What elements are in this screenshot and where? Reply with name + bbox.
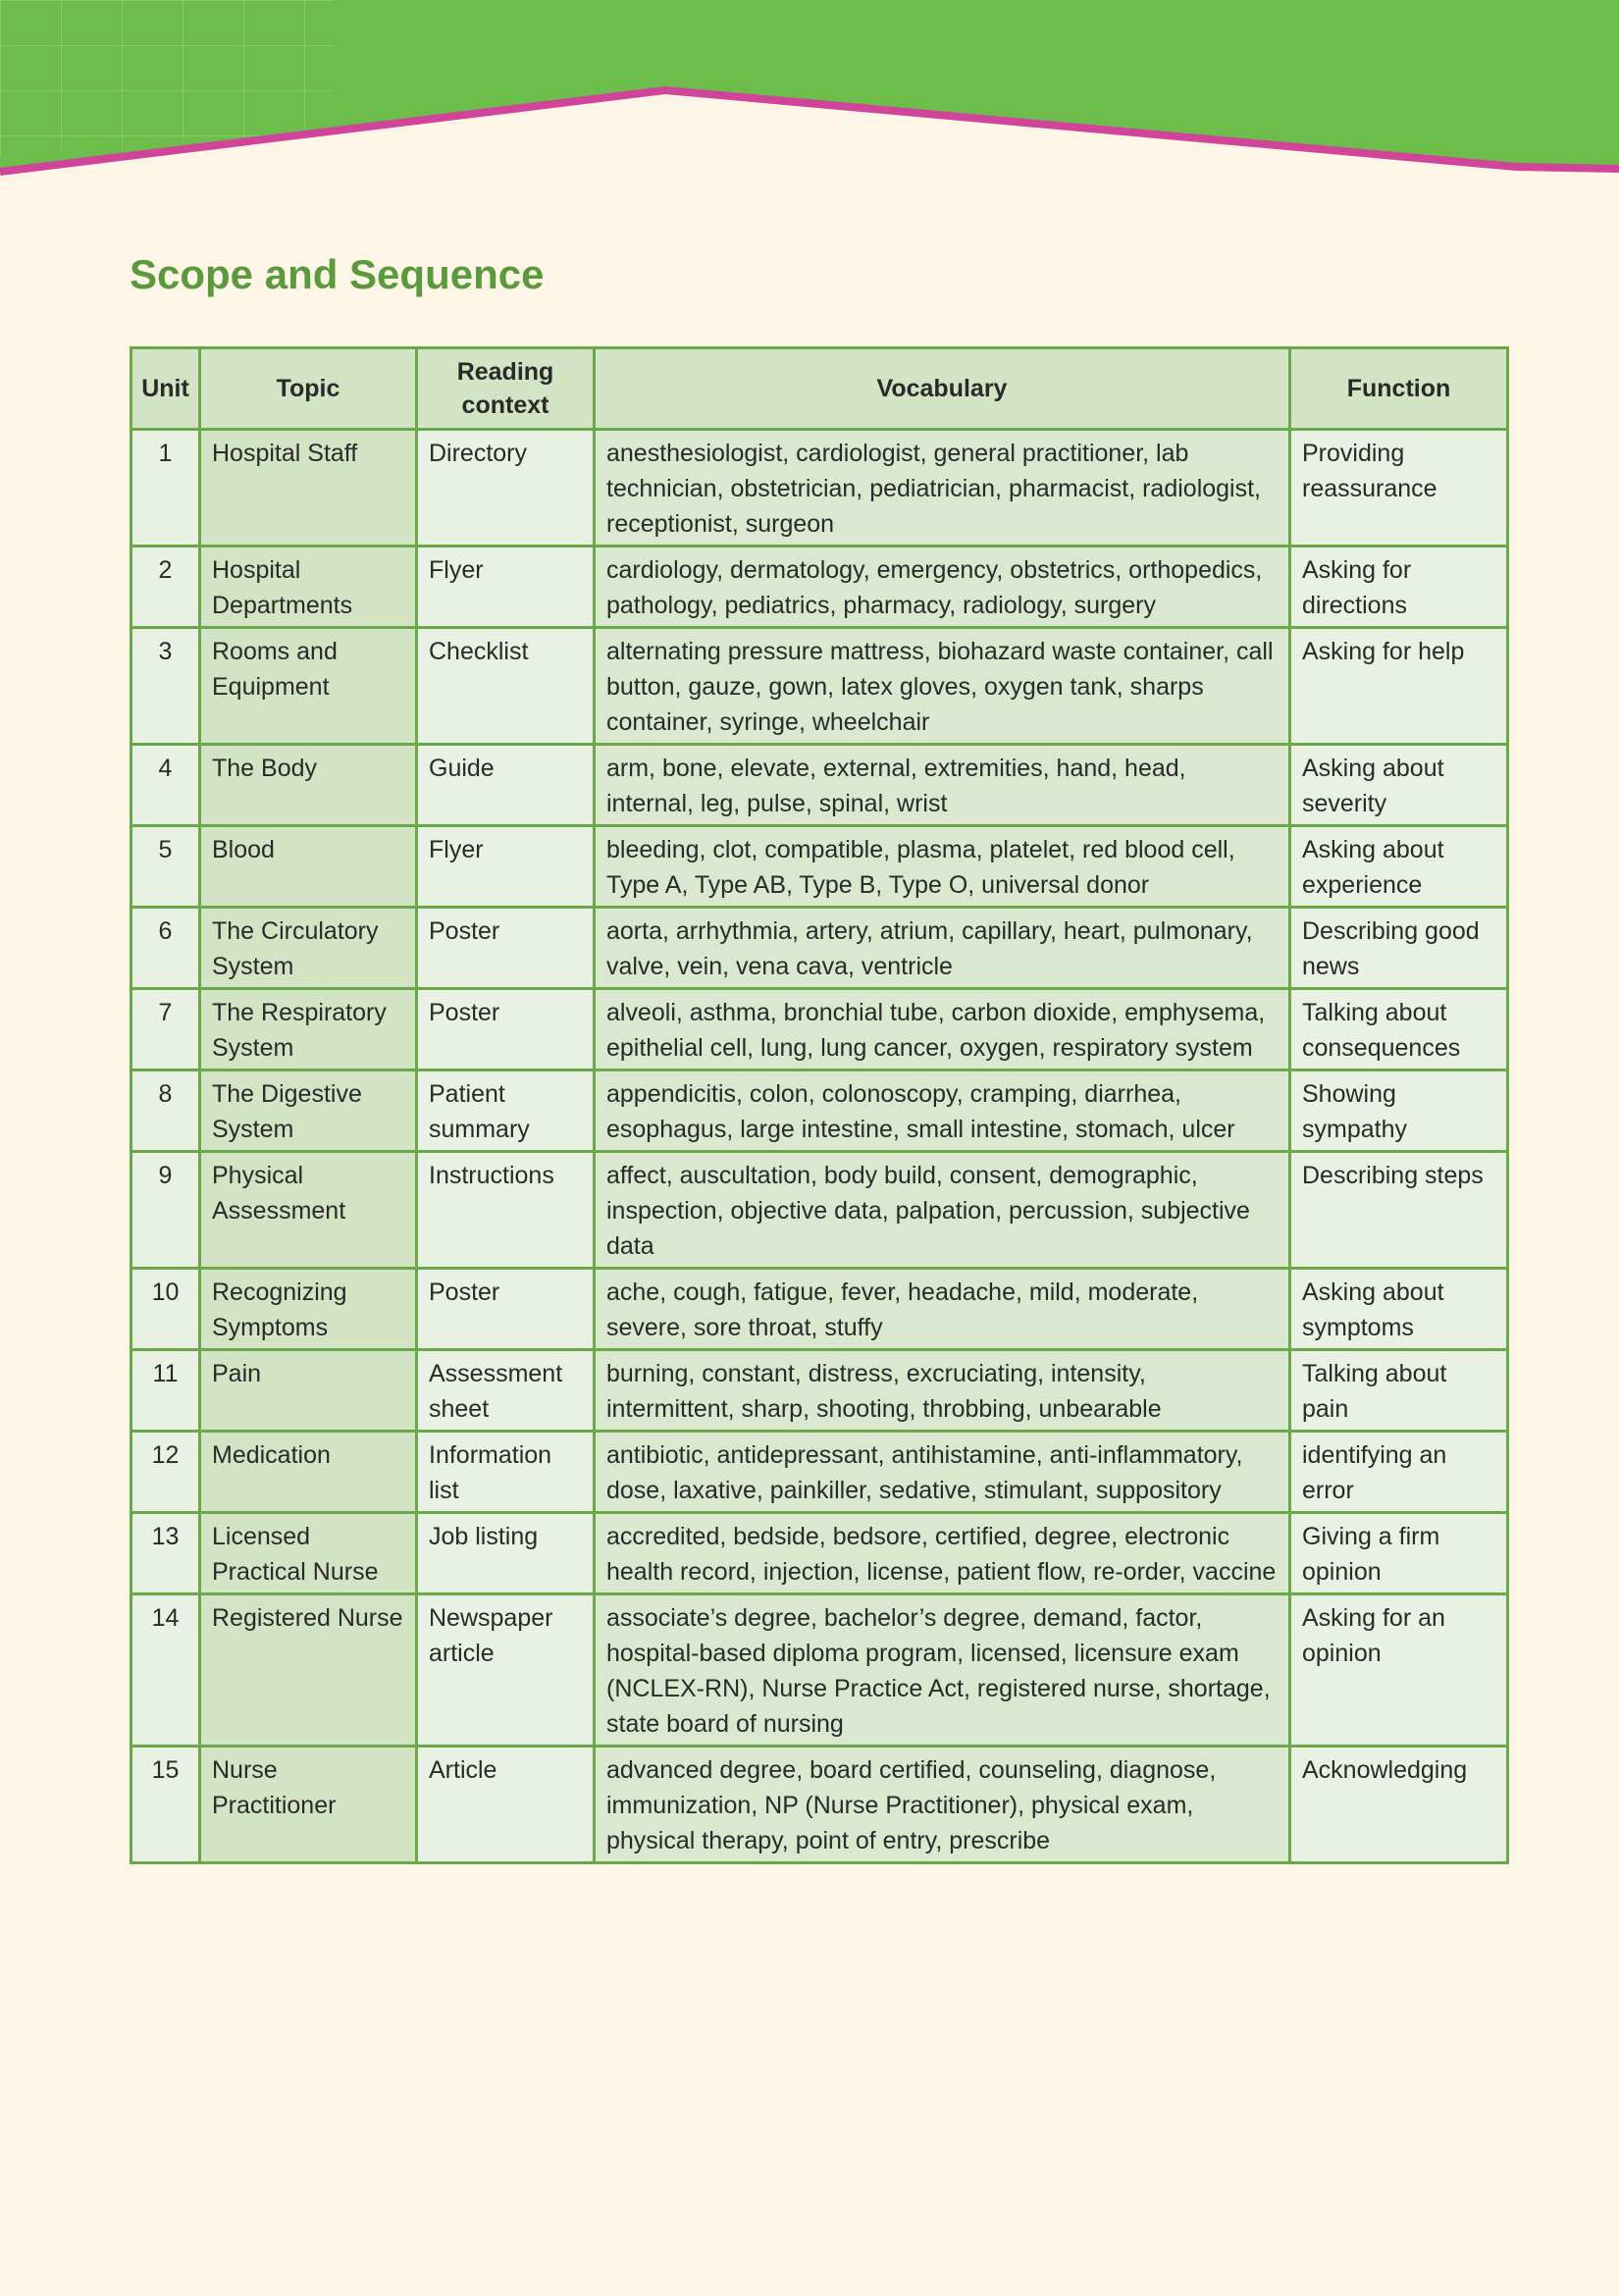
table-row [131, 1070, 1508, 1152]
unit-number: 7 [131, 989, 200, 1070]
topic-cell: Pain [200, 1350, 417, 1432]
unit-number: 3 [131, 628, 200, 745]
table-row [131, 1747, 1508, 1863]
vocabulary-cell: ache, cough, fatigue, fever, headache, mild, moderate, severe, sore throat, stuffy [595, 1269, 1290, 1350]
vocabulary-cell: alternating pressure mattress, biohazard waste container, call button, gauze, gown, latex gloves, oxygen tank, sharps container, syringe, wheelchair [595, 628, 1290, 745]
reading-context-cell: Flyer [417, 826, 595, 908]
vocabulary-cell: affect, auscultation, body build, consent, demographic, inspection, objective data, palpation, percussion, subjective data [595, 1152, 1290, 1269]
vocabulary-cell: alveoli, asthma, bronchial tube, carbon dioxide, emphysema, epithelial cell, lung, lung cancer, oxygen, respiratory system [595, 989, 1290, 1070]
table-row [131, 1269, 1508, 1350]
function-cell: Showing sympathy [1290, 1070, 1508, 1152]
topic-cell: Recognizing Symptoms [200, 1269, 417, 1350]
reading-context-cell: Instructions [417, 1152, 595, 1269]
vocabulary-cell: accredited, bedside, bedsore, certified, degree, electronic health record, injection, license, patient flow, re-order, vaccine [595, 1513, 1290, 1594]
reading-context-cell: Poster [417, 1269, 595, 1350]
topic-cell: The Body [200, 745, 417, 826]
unit-number: 2 [131, 547, 200, 628]
reading-context-cell: Patient summary [417, 1070, 595, 1152]
topic-cell: Medication [200, 1432, 417, 1513]
vocabulary-cell: anesthesiologist, cardiologist, general practitioner, lab technician, obstetrician, pediatrician, pharmacist, radiologist, receptionist, surgeon [595, 430, 1290, 547]
table-row [131, 628, 1508, 745]
reading-context-cell: Poster [417, 989, 595, 1070]
vocabulary-cell: antibiotic, antidepressant, antihistamine, anti-inflammatory, dose, laxative, painkiller, sedative, stimulant, suppository [595, 1432, 1290, 1513]
vocabulary-cell: cardiology, dermatology, emergency, obstetrics, orthopedics, pathology, pediatrics, pharmacy, radiology, surgery [595, 547, 1290, 628]
table-row [131, 989, 1508, 1070]
header-unit: Unit [131, 348, 200, 430]
header-topic: Topic [200, 348, 417, 430]
unit-number: 9 [131, 1152, 200, 1269]
vocabulary-cell: associate’s degree, bachelor’s degree, demand, factor, hospital-based diploma program, licensed, licensure exam (NCLEX-RN), Nurse Practice Act, registered nurse, shortage, state board of nursing [595, 1594, 1290, 1747]
function-cell: Asking for an opinion [1290, 1594, 1508, 1747]
page-title: Scope and Sequence [130, 251, 545, 297]
topic-cell: Nurse Practitioner [200, 1747, 417, 1863]
table-row [131, 1432, 1508, 1513]
unit-number: 6 [131, 908, 200, 989]
function-cell: Talking about pain [1290, 1350, 1508, 1432]
function-cell: Asking about experience [1290, 826, 1508, 908]
unit-number: 4 [131, 745, 200, 826]
table-row [131, 1152, 1508, 1269]
topic-cell: Hospital Departments [200, 547, 417, 628]
topic-cell: The Digestive System [200, 1070, 417, 1152]
topic-cell: Blood [200, 826, 417, 908]
unit-number: 1 [131, 430, 200, 547]
header-reading-context: Reading context [417, 348, 595, 430]
unit-number: 11 [131, 1350, 200, 1432]
topic-cell: The Circulatory System [200, 908, 417, 989]
table-row [131, 1513, 1508, 1594]
function-cell: Asking about severity [1290, 745, 1508, 826]
table-row [131, 826, 1508, 908]
table-header-row [131, 348, 1508, 430]
topic-cell: Physical Assessment [200, 1152, 417, 1269]
unit-number: 12 [131, 1432, 200, 1513]
function-cell: Asking for directions [1290, 547, 1508, 628]
function-cell: Describing good news [1290, 908, 1508, 989]
function-cell: Asking about symptoms [1290, 1269, 1508, 1350]
vocabulary-cell: appendicitis, colon, colonoscopy, cramping, diarrhea, esophagus, large intestine, small intestine, stomach, ulcer [595, 1070, 1290, 1152]
reading-context-cell: Directory [417, 430, 595, 547]
reading-context-cell: Article [417, 1747, 595, 1863]
reading-context-cell: Poster [417, 908, 595, 989]
table-row [131, 547, 1508, 628]
vocabulary-cell: aorta, arrhythmia, artery, atrium, capillary, heart, pulmonary, valve, vein, vena cava, ventricle [595, 908, 1290, 989]
reading-context-cell: Job listing [417, 1513, 595, 1594]
reading-context-cell: Flyer [417, 547, 595, 628]
function-cell: Giving a firm opinion [1290, 1513, 1508, 1594]
header-vocabulary: Vocabulary [595, 348, 1290, 430]
topic-cell: Rooms and Equipment [200, 628, 417, 745]
scope-sequence-table [130, 346, 1509, 1864]
unit-number: 14 [131, 1594, 200, 1747]
unit-number: 8 [131, 1070, 200, 1152]
table-row [131, 430, 1508, 547]
header-function: Function [1290, 348, 1508, 430]
topic-cell: Licensed Practical Nurse [200, 1513, 417, 1594]
topic-cell: Registered Nurse [200, 1594, 417, 1747]
function-cell: Acknowledging [1290, 1747, 1508, 1863]
vocabulary-cell: burning, constant, distress, excruciating, intensity, intermittent, sharp, shooting, throbbing, unbearable [595, 1350, 1290, 1432]
unit-number: 15 [131, 1747, 200, 1863]
reading-context-cell: Newspaper article [417, 1594, 595, 1747]
vocabulary-cell: bleeding, clot, compatible, plasma, platelet, red blood cell, Type A, Type AB, Type B, Type O, universal donor [595, 826, 1290, 908]
function-cell: identifying an error [1290, 1432, 1508, 1513]
unit-number: 5 [131, 826, 200, 908]
topic-cell: The Respiratory System [200, 989, 417, 1070]
table-row [131, 908, 1508, 989]
function-cell: Providing reassurance [1290, 430, 1508, 547]
reading-context-cell: Checklist [417, 628, 595, 745]
function-cell: Talking about consequences [1290, 989, 1508, 1070]
function-cell: Asking for help [1290, 628, 1508, 745]
table-row [131, 1594, 1508, 1747]
table-row [131, 1350, 1508, 1432]
topic-cell: Hospital Staff [200, 430, 417, 547]
vocabulary-cell: arm, bone, elevate, external, extremities, hand, head, internal, leg, pulse, spinal, wrist [595, 745, 1290, 826]
header-banner [0, 0, 1619, 186]
function-cell: Describing steps [1290, 1152, 1508, 1269]
reading-context-cell: Information list [417, 1432, 595, 1513]
unit-number: 10 [131, 1269, 200, 1350]
reading-context-cell: Guide [417, 745, 595, 826]
vocabulary-cell: advanced degree, board certified, counseling, diagnose, immunization, NP (Nurse Practitioner), physical exam, physical therapy, point of entry, prescribe [595, 1747, 1290, 1863]
unit-number: 13 [131, 1513, 200, 1594]
table-row [131, 745, 1508, 826]
reading-context-cell: Assessment sheet [417, 1350, 595, 1432]
